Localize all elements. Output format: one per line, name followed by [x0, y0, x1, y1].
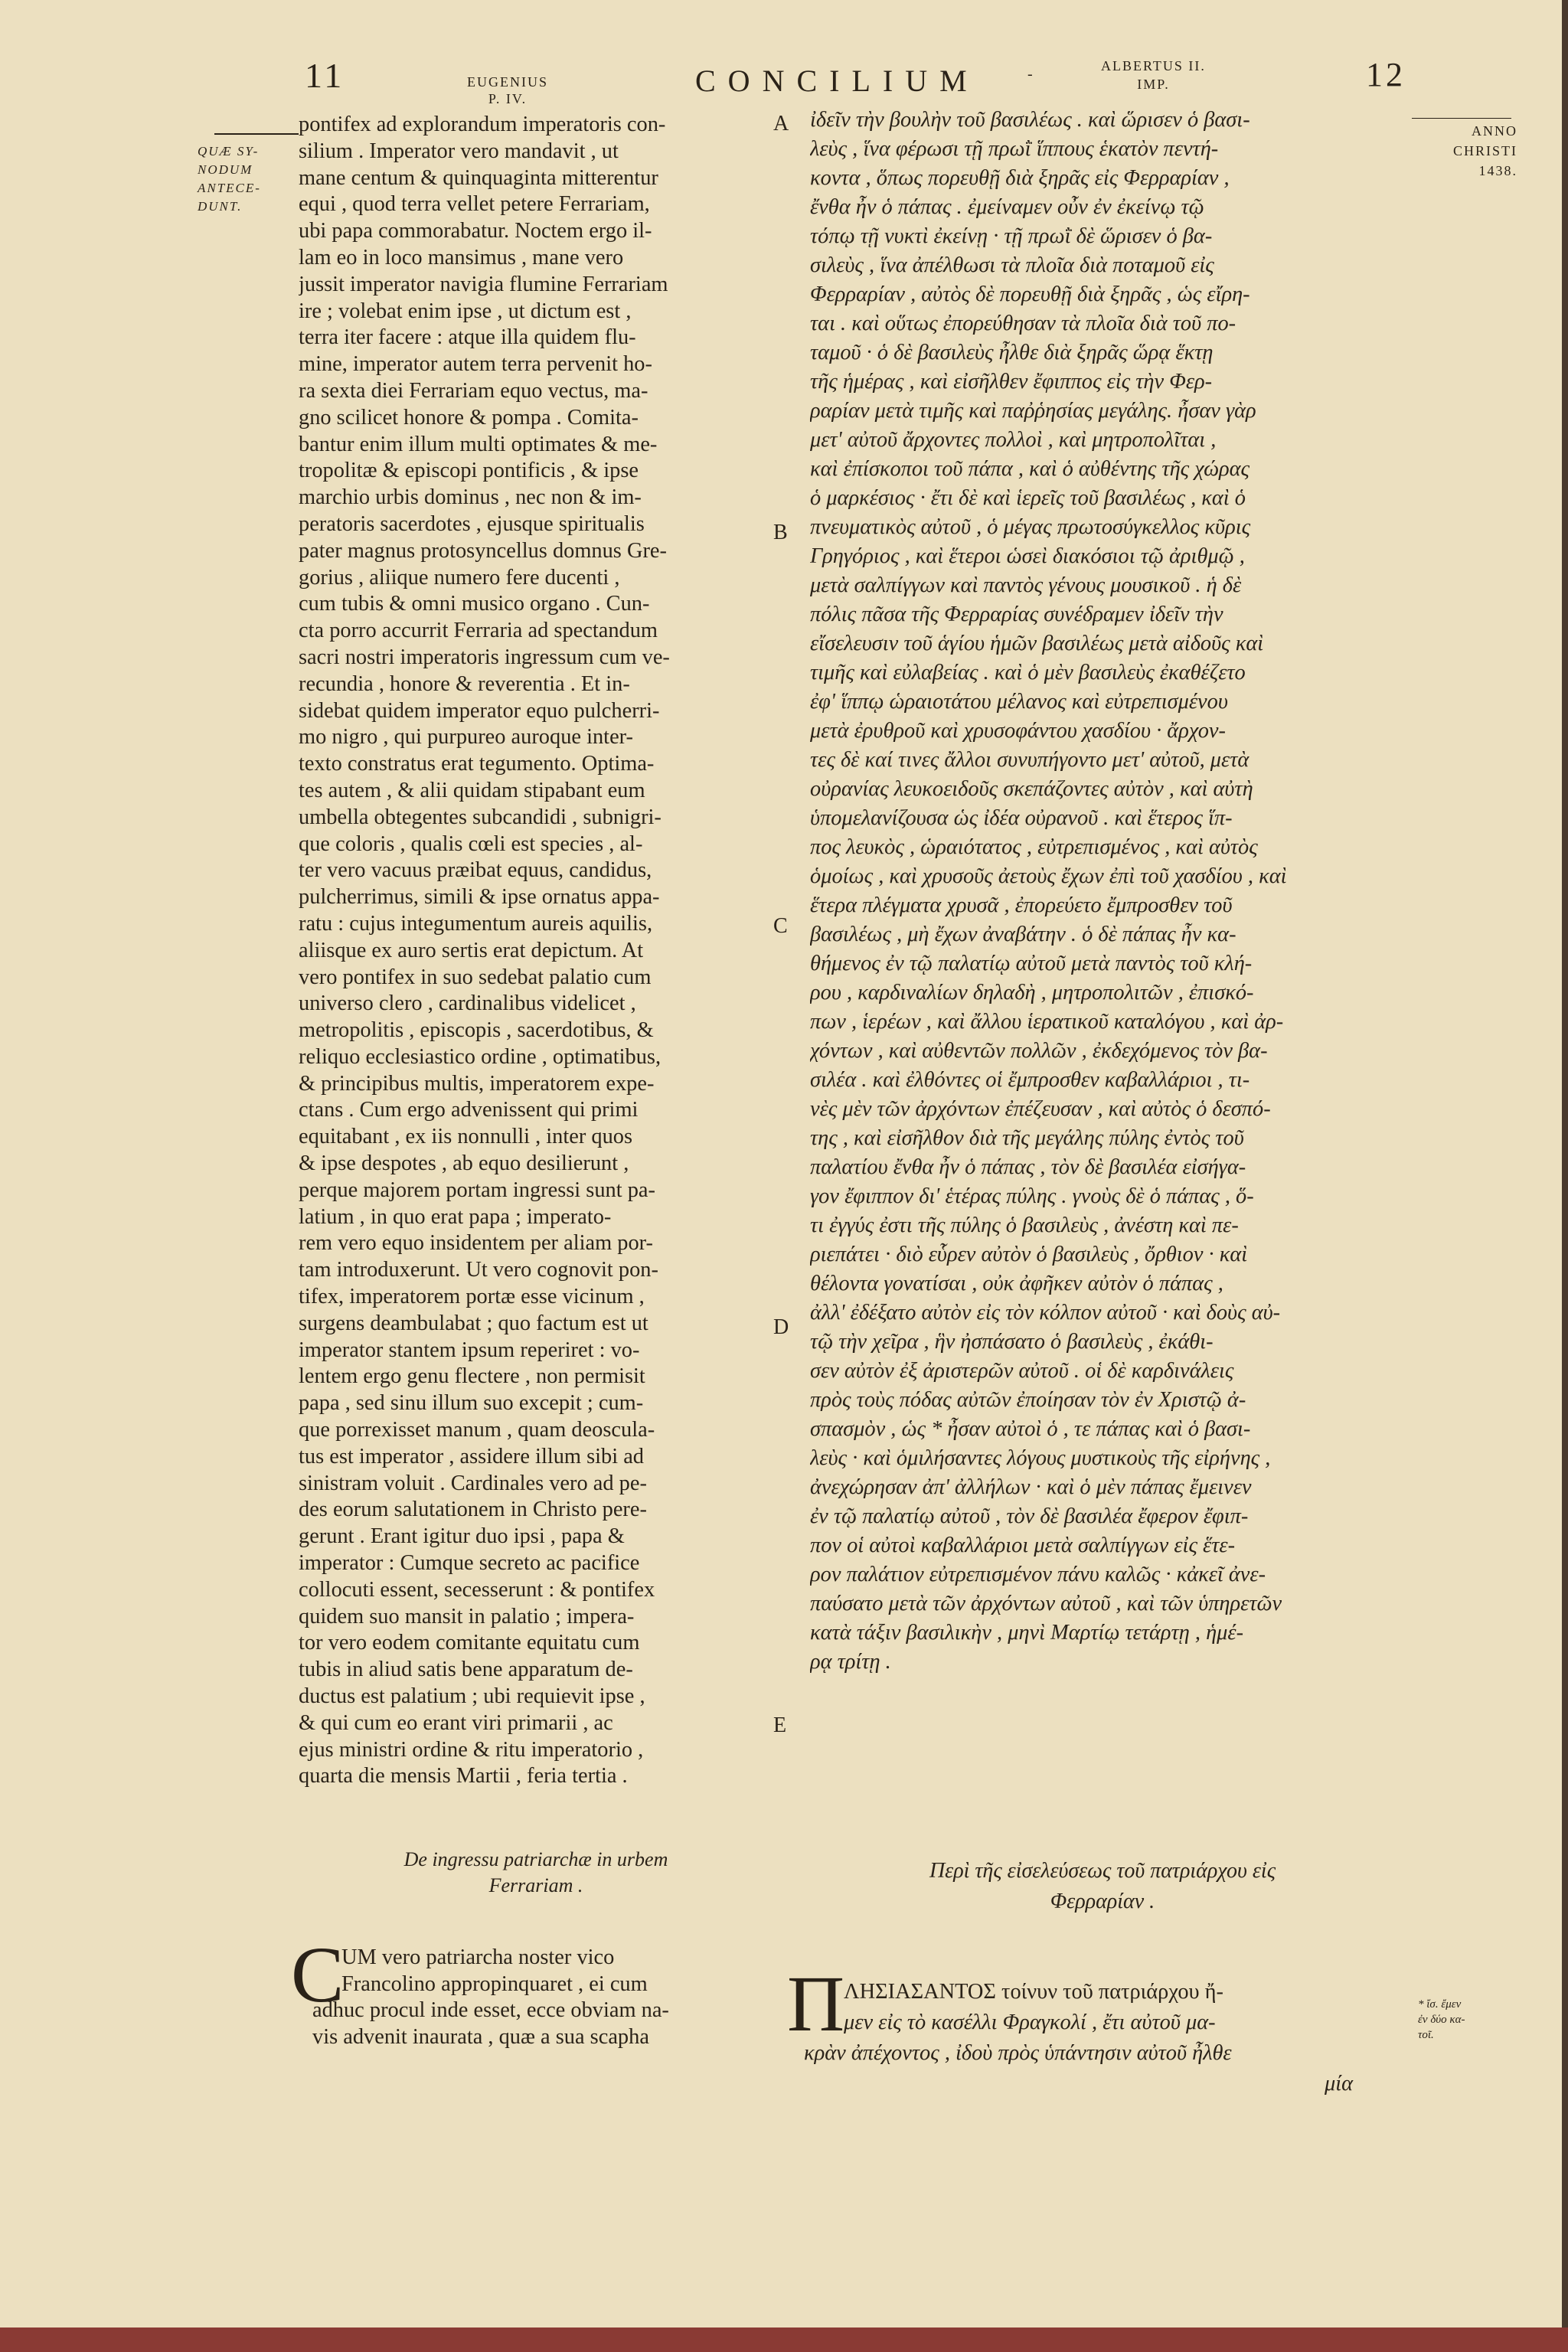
margin-note-line: ANTECE- — [198, 181, 261, 195]
text-line: σιλεὺς , ἵνα ἀπέλθωσι τὰ πλοῖα διὰ ποταμοῦ εἰς — [810, 253, 1214, 277]
text-line: ταμοῦ · ὁ δὲ βασιλεὺς ἦλθε διὰ ξηρᾶς ὥρᾳ ἕκτῃ — [810, 341, 1214, 364]
text-line: & ipse despotes , ab equo desilierunt , — [299, 1152, 629, 1176]
page-number-right: 12 — [1366, 56, 1406, 93]
text-line: que porrexisset manum , quam deoscula- — [299, 1418, 655, 1442]
text-line: ἔνθα ἦν ὁ πάπας . ἐμείναμεν οὖν ἐν ἐκείνῳ τῷ — [810, 195, 1204, 219]
text-line: ρον παλάτιον εὐτρεπισμένον πάνυ καλῶς · κἀκεῖ ἀνε- — [810, 1563, 1266, 1586]
text-line: pulcherrimus, simili & ipse ornatus appa- — [299, 885, 660, 910]
text-line: papa , sed sinu illum suo excepit ; cum- — [299, 1391, 644, 1416]
heading-line: De ingressu patriarchæ in urbem — [403, 1848, 668, 1870]
margin-note-year — [1418, 121, 1517, 181]
text-line: λεὺς · καὶ ὁμιλήσαντες λόγους μυστικοὺς τῆς εἰρήνης , — [810, 1446, 1271, 1470]
margin-note-line: NODUM — [198, 162, 253, 177]
drop-cap-greek: Π — [787, 1960, 845, 2048]
text-line: ὑπομελανίζουσα ὡς ἰδέα οὐρανοῦ . καὶ ἕτερος ἵπ- — [810, 806, 1233, 830]
text-line: bantur enim illum multi optimates & me- — [299, 432, 658, 456]
margin-note-line: τοῖ. — [1418, 2029, 1434, 2041]
text-line: adhuc procul inde esset, ecce obviam na- — [312, 1998, 669, 2023]
text-line: gerunt . Erant igitur duo ipsi , papa & — [299, 1524, 625, 1549]
text-line: surgens deambulabat ; quo factum est ut — [299, 1311, 648, 1335]
greek-column — [810, 106, 1412, 1677]
text-line: ρᾳ τρίτῃ . — [810, 1650, 891, 1674]
text-line: UM vero patriarcha noster vico — [341, 1945, 615, 1969]
text-line: μία — [1325, 2072, 1354, 2096]
text-line: ejus ministri ordine & ritu imperatorio , — [299, 1737, 644, 1762]
text-line: vero pontifex in suo sedebat palatio cum — [299, 965, 652, 989]
text-line: ΛΗΣΙΑΣΑΝΤΟΣ τοίνυν τοῦ πατριάρχου ἤ- — [844, 1980, 1223, 2004]
text-line: μετὰ σαλπίγγων καὶ παντὸς γένους μουσικοῦ . ἡ δὲ — [810, 573, 1242, 597]
text-line: ται . καὶ οὕτως ἐπορεύθησαν τὰ πλοῖα διὰ τοῦ πο- — [810, 312, 1236, 335]
text-line: πόλις πᾶσα τῆς Φερραρίας συνέδραμεν ἰδεῖν τὴν — [810, 603, 1223, 626]
text-line: κρὰν ἀπέχοντος , ἰδοὺ πρὸς ὑπάντησιν αὐτοῦ ἦλθε — [804, 2041, 1232, 2065]
text-line: terra iter facere : atque illa quidem flu- — [299, 325, 636, 350]
margin-rule-left — [214, 133, 299, 135]
text-line: πρὸς τοὺς πόδας αὐτῶν ἐποίησαν τὸν ἐν Χριστῷ ἀ- — [810, 1388, 1246, 1412]
drop-cap-latin: C — [291, 1931, 345, 2019]
margin-note-variant — [1418, 1997, 1502, 2043]
text-line: imperator stantem ipsum reperiret : vo- — [299, 1338, 640, 1362]
margin-note-line: ἐν δύο κα- — [1418, 2014, 1465, 2026]
section-letter-c: C — [773, 914, 788, 938]
text-line: ριεπάτει · διὸ εὗρεν αὐτὸν ὁ βασιλεὺς , ὄρθιον · καὶ — [810, 1243, 1248, 1266]
section-heading-latin — [337, 1847, 735, 1899]
text-line: ter vero vacuus præibat equus, candidus, — [299, 858, 652, 883]
header-dash: - — [1027, 66, 1033, 83]
text-line: equitabant , ex iis nonnulli , inter quos — [299, 1125, 633, 1149]
emperor-header — [1101, 57, 1206, 93]
text-line: aliisque ex auro sertis erat depictum. At — [299, 938, 644, 962]
author-header — [467, 74, 548, 107]
heading-line: Φερραρίαν . — [1050, 1890, 1155, 1913]
text-line: σπασμὸν , ὡς * ἦσαν αὐτοὶ ὁ , τε πάπας καὶ ὁ βασι- — [810, 1417, 1251, 1441]
text-line: σεν αὐτὸν ἐξ ἀριστερῶν αὐτοῦ . οἱ δὲ καρδινάλεις — [810, 1359, 1234, 1383]
heading-line: Περὶ τῆς εἰσελεύσεως τοῦ πατριάρχου εἰς — [929, 1859, 1276, 1883]
text-line: tubis in aliud satis bene apparatum de- — [299, 1658, 633, 1682]
text-line: marchio urbis dominus , nec non & im- — [299, 485, 642, 510]
text-line: ductus est palatium ; ubi requievit ipse , — [299, 1684, 645, 1709]
text-line: ρου , καρδιναλίων δηλαδὴ , μητροπολιτῶν , ἐπισκό- — [810, 981, 1254, 1004]
text-line: sinistram voluit . Cardinales vero ad pe- — [299, 1471, 647, 1495]
margin-note-left — [198, 142, 289, 216]
text-line: ἀνεχώρησαν ἀπ' ἀλλήλων · καὶ ὁ μὲν πάπας ἔμεινεν — [810, 1475, 1252, 1499]
section-heading-greek — [835, 1856, 1370, 1917]
text-line: κοντα , ὅπως πορευθῇ διὰ ξηρᾶς εἰς Φερραρίαν , — [810, 166, 1230, 190]
text-line: perque majorem portam ingressi sunt pa- — [299, 1178, 655, 1202]
text-line: rem vero equo insidentem per aliam por- — [299, 1231, 653, 1256]
text-line: Francolino appropinquaret , ei cum — [341, 1971, 648, 1996]
section-letter-a: A — [773, 112, 789, 136]
text-line: tropolitæ & episcopi pontificis , & ipse — [299, 459, 639, 483]
text-line: gorius , aliique numero fere ducenti , — [299, 565, 620, 590]
text-line: tus est imperator , assidere illum sibi ad — [299, 1444, 645, 1468]
text-line: βασιλέως , μὴ ἔχων ἀναβάτην . ὁ δὲ πάπας ἦν κα- — [810, 923, 1236, 946]
text-line: cta porro accurrit Ferraria ad spectandum — [299, 619, 658, 643]
text-line: Γρηγόριος , καὶ ἕτεροι ὡσεὶ διακόσιοι τῷ ἀριθμῷ , — [810, 544, 1245, 568]
text-line: ctans . Cum ergo advenissent qui primi — [299, 1098, 639, 1122]
text-line: οὐρανίας λευκοειδοῦς σκεπάζοντες αὐτὸν , καὶ αὐτὴ — [810, 777, 1253, 801]
heading-line: Ferrariam . — [488, 1874, 583, 1896]
page-edge — [0, 2328, 1568, 2352]
text-line: jussit imperator navigia flumine Ferrariam — [299, 272, 668, 296]
margin-note-line: ANNO — [1472, 123, 1517, 139]
text-line: ratu : cujus integumentum aureis aquilis, — [299, 911, 653, 936]
text-line: παλατίου ἔνθα ἦν ὁ πάπας , τὸν δὲ βασιλέα εἰσήγα- — [810, 1155, 1246, 1179]
text-line: collocuti essent, secesserunt : & pontifex — [299, 1577, 655, 1602]
text-line: χόντων , καὶ αὐθεντῶν πολλῶν , ἐκδεχόμενος τὸν βα- — [810, 1039, 1268, 1063]
text-line: Φερραρίαν , αὐτὸς δὲ πορευθῇ διὰ ξηρᾶς , ὡς εἴρη- — [810, 283, 1250, 306]
text-line: πων , ἱερέων , καὶ ἄλλου ἱερατικοῦ καταλόγου , καὶ ἀρ- — [810, 1010, 1284, 1034]
author-name: EUGENIUS — [467, 74, 548, 90]
margin-note-line: 1438. — [1478, 163, 1517, 178]
text-line: ὁμοίως , καὶ χρυσοῦς ἀετοὺς ἔχων ἐπὶ τοῦ χασδίου , καὶ — [810, 864, 1287, 888]
text-line: σιλέα . καὶ ἐλθόντες οἱ ἔμπροσθεν καβαλλάριοι , τι- — [810, 1068, 1250, 1092]
text-line: παύσατο μετὰ τῶν ἀρχόντων αὐτοῦ , καὶ τῶν ὑπηρετῶν — [810, 1592, 1282, 1615]
text-line: κατὰ τάξιν βασιλικὴν , μηνὶ Μαρτίῳ τετάρτῃ , ἡμέ- — [810, 1621, 1244, 1645]
text-line: τῆς ἡμέρας , καὶ εἰσῆλθεν ἔφιππος εἰς τὴν Φερ- — [810, 370, 1213, 394]
text-line: θήμενος ἐν τῷ παλατίῳ αὐτοῦ μετὰ παντὸς τοῦ κλή- — [810, 952, 1253, 975]
text-line: ἰδεῖν τὴν βουλὴν τοῦ βασιλέως . καὶ ὥρισεν ὁ βασι- — [810, 108, 1250, 132]
text-line: νὲς μὲν τῶν ἀρχόντων ἐπέζευσαν , καὶ αὐτὸς ὁ δεσπό- — [810, 1097, 1271, 1121]
text-line: quarta die mensis Martii , feria tertia . — [299, 1764, 628, 1788]
text-line: πον οἱ αὐτοὶ καβαλλάριοι μετὰ σαλπίγγων εἰς ἕτε- — [810, 1534, 1236, 1557]
text-line: peratoris sacerdotes , ejusque spiritualis — [299, 511, 645, 536]
text-line: sidebat quidem imperator equo pulcherri- — [299, 698, 660, 723]
text-line: pater magnus protosyncellus domnus Gre- — [299, 538, 667, 563]
text-line: umbella obtegentes subcandidi , subnigri- — [299, 805, 662, 829]
text-line: μετ' αὐτοῦ ἄρχοντες πολλοὶ , καὶ μητροπολῖται , — [810, 428, 1217, 452]
text-line: tifex, imperatorem portæ esse vicinum , — [299, 1285, 645, 1309]
margin-note-line: DUNT. — [198, 199, 243, 214]
text-line: tor vero eodem comitante equitatu cum — [299, 1631, 640, 1655]
margin-rule-right — [1412, 118, 1511, 119]
text-line: ἕτερα πλέγματα χρυσᾶ , ἐπορεύετο ἔμπροσθεν τοῦ — [810, 893, 1233, 917]
text-line: ραρίαν μετὰ τιμῆς καὶ παῤῥησίας μεγάλης. ἦσαν γὰρ — [810, 399, 1256, 423]
text-line: ra sexta diei Ferrariam equo vectus, ma- — [299, 378, 648, 403]
text-line: recundia , honore & reverentia . Et in- — [299, 671, 630, 696]
text-line: ire ; volebat enim ipse , ut dictum est , — [299, 299, 632, 323]
text-line: pontifex ad explorandum imperatoris con- — [299, 113, 666, 136]
text-line: mane centum & quinquaginta mitterentur — [299, 165, 658, 190]
section-letter-d: D — [773, 1315, 789, 1339]
text-line: μεν εἰς τὸ κασέλλι Φραγκολί , ἔτι αὐτοῦ μα- — [844, 2011, 1216, 2034]
text-line: ἐφ' ἵππῳ ὡραιοτάτου μέλανος καὶ εὐτρεπισμένου — [810, 690, 1228, 714]
text-line: quidem suo mansit in palatio ; impera- — [299, 1604, 635, 1628]
running-title: CONCILIUM — [695, 64, 979, 98]
text-line: καὶ ἐπίσκοποι τοῦ πάπα , καὶ ὁ αὐθέντης τῆς χώρας — [810, 457, 1250, 481]
text-line: que coloris , qualis cœli est species , al- — [299, 831, 643, 856]
text-line: gno scilicet honore & pompa . Comita- — [299, 405, 639, 430]
text-line: λεὺς , ἵνα φέρωσι τῇ πρωῒ ἵππους ἑκατὸν πεντή- — [810, 137, 1219, 161]
text-line: μετὰ ἐρυθροῦ καὶ χρυσοφάντου χασδίου · ἄρχον- — [810, 719, 1226, 743]
text-line: πνευματικὸς αὐτοῦ , ὁ μέγας πρωτοσύγκελλος κῦρις — [810, 515, 1251, 539]
text-line: της , καὶ εἰσῆλθον διὰ τῆς μεγάλης πύλης ἐντὸς τοῦ — [810, 1126, 1244, 1150]
text-line: lentem ergo genu flectere , non permisit — [299, 1364, 645, 1389]
text-line: θέλοντα γονατίσαι , οὐκ ἀφῆκεν αὐτὸν ὁ πάπας , — [810, 1272, 1223, 1295]
text-line: texto constratus erat tegumento. Optima- — [299, 752, 655, 776]
text-line: vis advenit inaurata , quæ a sua scapha — [312, 2024, 649, 2049]
text-line: τες δὲ καί τινες ἄλλοι συνυπήγοντο μετ' αὐτοῦ, μετὰ — [810, 748, 1250, 772]
margin-note-line: * ἴσ. ἔμεν — [1418, 1998, 1462, 2011]
text-line: ἀλλ' ἐδέξατο αὐτὸν εἰς τὸν κόλπον αὐτοῦ · καὶ δοὺς αὐ- — [810, 1301, 1281, 1325]
text-line: silium . Imperator vero mandavit , ut — [299, 139, 619, 163]
author-title: P. IV. — [488, 91, 528, 106]
text-line: τιμῆς καὶ εὐλαβείας . καὶ ὁ μὲν βασιλεὺς ἐκαθέζετο — [810, 661, 1246, 684]
text-line: τόπῳ τῇ νυκτὶ ἐκείνῃ · τῇ πρωῒ δὲ ὥρισεν ὁ βα- — [810, 224, 1213, 248]
text-line: reliquo ecclesiastico ordine , optimatibus, — [299, 1044, 662, 1069]
text-line: metropolitis , episcopis , sacerdotibus, & — [299, 1018, 654, 1043]
text-line: lam eo in loco mansimus , mane vero — [299, 245, 624, 270]
text-line: & qui cum eo erant viri primarii , ac — [299, 1710, 613, 1735]
latin-column — [299, 112, 756, 1790]
text-line: ὁ μαρκέσιος · ἔτι δὲ καὶ ἱερεῖς τοῦ βασιλέως , καὶ ὁ — [810, 486, 1246, 510]
text-line: ubi papa commorabatur. Noctem ergo il- — [299, 219, 652, 243]
page-number-left: 11 — [305, 56, 345, 95]
text-line: equi , quod terra vellet petere Ferrariam, — [299, 192, 650, 217]
margin-note-line: QUÆ SY- — [198, 144, 260, 158]
margin-note-line: CHRISTI — [1452, 143, 1517, 158]
text-line: mine, imperator autem terra pervenit ho- — [299, 352, 652, 377]
text-line: πος λευκὸς , ὡραιότατος , εὐτρεπισμένος , καὶ αὐτὸς — [810, 835, 1258, 859]
text-line: γον ἔφιππον δι' ἑτέρας πύλης . γνοὺς δὲ ὁ πάπας , ὅ- — [810, 1184, 1254, 1208]
text-line: des eorum salutationem in Christo pere- — [299, 1498, 647, 1522]
emperor-name: ALBERTUS II. — [1101, 58, 1206, 74]
text-line: sacri nostri imperatoris ingressum cum ve- — [299, 645, 670, 669]
text-line: τι ἐγγύς ἐστι τῆς πύλης ὁ βασιλεὺς , ἀνέστη καὶ πε- — [810, 1214, 1239, 1237]
text-line: tes autem , & alii quidam stipabant eum — [299, 778, 645, 802]
text-line: latium , in quo erat papa ; imperato- — [299, 1204, 612, 1229]
text-line: imperator : Cumque secreto ac pacifice — [299, 1551, 640, 1576]
text-line: ἐν τῷ παλατίῳ αὐτοῦ , τὸν δὲ βασιλέα ἔφερον ἔφιπ- — [810, 1504, 1249, 1528]
emperor-title: IMP. — [1137, 77, 1170, 92]
text-line: universo clero , cardinalibus videlicet , — [299, 991, 636, 1016]
greek-section-2 — [789, 1977, 1409, 2099]
section-letter-e: E — [773, 1713, 787, 1737]
text-line: tam introduxerunt. Ut vero cognovit pon- — [299, 1258, 658, 1282]
text-line: mo nigro , qui purpureo auroque inter- — [299, 725, 634, 750]
text-line: εἴσελευσιν τοῦ ἁγίου ἡμῶν βασιλέως μετὰ αἰδοῦς καὶ — [810, 632, 1264, 655]
text-line: cum tubis & omni musico organo . Cun- — [299, 592, 650, 616]
text-line: τῷ τὴν χεῖρα , ἣν ἠσπάσατο ὁ βασιλεὺς , ἐκάθι- — [810, 1330, 1214, 1354]
text-line: & principibus multis, imperatorem expe- — [299, 1071, 655, 1096]
latin-section-2 — [285, 1945, 756, 2050]
section-letter-b: B — [773, 521, 788, 544]
